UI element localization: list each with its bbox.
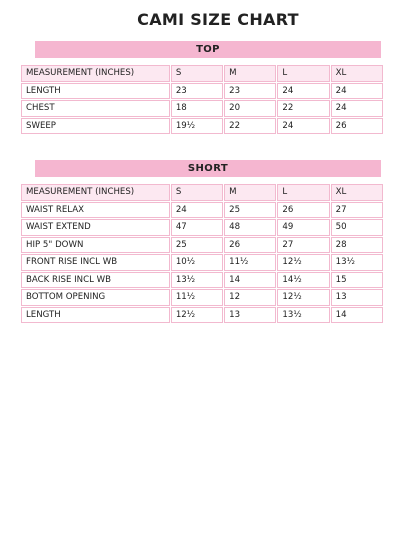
table-cell: 23 [224,83,276,100]
column-header: MEASUREMENT (INCHES) [21,184,170,201]
measurement-label: FRONT RISE INCL WB [21,254,170,271]
table-cell: 26 [277,202,329,219]
column-header: XL [331,184,383,201]
top-size-table [20,64,384,135]
column-header: M [224,65,276,82]
table-cell: 24 [331,83,383,100]
table-cell: 48 [224,219,276,236]
table-cell: 11½ [224,254,276,271]
column-header: L [277,65,329,82]
table-cell: 12 [224,289,276,306]
table-cell: 13 [224,307,276,324]
measurement-label: LENGTH [21,83,170,100]
short-size-table [20,183,384,324]
table-cell: 25 [224,202,276,219]
table-header-row [21,184,383,201]
measurement-label: SWEEP [21,118,170,135]
table-cell: 13½ [171,272,223,289]
table-row [21,254,383,271]
table-row [21,307,383,324]
table-row [21,289,383,306]
table-row [21,118,383,135]
table-cell: 20 [224,100,276,117]
table-cell: 19½ [171,118,223,135]
table-cell: 50 [331,219,383,236]
table-cell: 14 [224,272,276,289]
table-cell: 15 [331,272,383,289]
table-cell: 24 [331,100,383,117]
short-section-heading: SHORT [35,160,381,177]
table-row [21,202,383,219]
table-cell: 13 [331,289,383,306]
table-cell: 49 [277,219,329,236]
table-cell: 22 [277,100,329,117]
table-cell: 24 [277,118,329,135]
table-row [21,100,383,117]
table-cell: 27 [331,202,383,219]
measurement-label: WAIST EXTEND [21,219,170,236]
table-cell: 12½ [277,289,329,306]
table-row [21,237,383,254]
column-header: S [171,65,223,82]
table-cell: 27 [277,237,329,254]
column-header: S [171,184,223,201]
column-header: MEASUREMENT (INCHES) [21,65,170,82]
table-cell: 10½ [171,254,223,271]
table-cell: 24 [277,83,329,100]
table-header-row [21,65,383,82]
top-section-heading: TOP [35,41,381,58]
column-header: XL [331,65,383,82]
table-cell: 24 [171,202,223,219]
page-title: CAMI SIZE CHART [137,10,299,29]
table-cell: 12½ [277,254,329,271]
measurement-label: BACK RISE INCL WB [21,272,170,289]
table-cell: 13½ [277,307,329,324]
measurement-label: LENGTH [21,307,170,324]
table-cell: 13½ [331,254,383,271]
column-header: M [224,184,276,201]
table-cell: 26 [224,237,276,254]
measurement-label: CHEST [21,100,170,117]
table-cell: 22 [224,118,276,135]
table-cell: 14 [331,307,383,324]
table-cell: 14½ [277,272,329,289]
measurement-label: BOTTOM OPENING [21,289,170,306]
table-cell: 26 [331,118,383,135]
table-cell: 28 [331,237,383,254]
table-row [21,83,383,100]
table-cell: 11½ [171,289,223,306]
measurement-label: HIP 5" DOWN [21,237,170,254]
table-cell: 23 [171,83,223,100]
column-header: L [277,184,329,201]
table-row [21,219,383,236]
measurement-label: WAIST RELAX [21,202,170,219]
table-cell: 25 [171,237,223,254]
table-cell: 12½ [171,307,223,324]
table-cell: 18 [171,100,223,117]
table-cell: 47 [171,219,223,236]
table-row [21,272,383,289]
